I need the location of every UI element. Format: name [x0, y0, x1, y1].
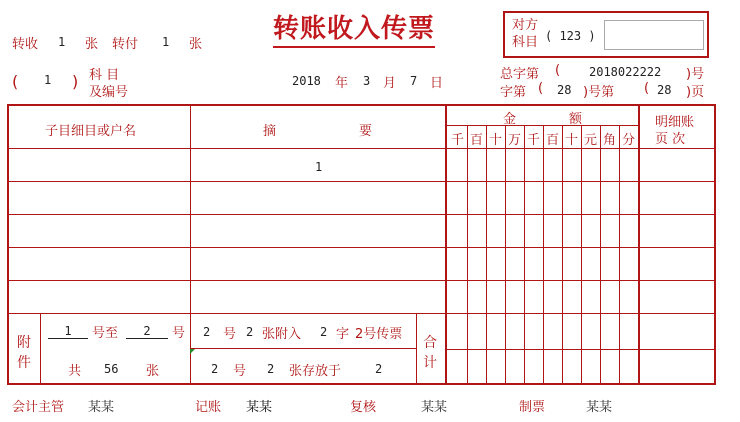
counter-subject-input[interactable] [604, 20, 704, 50]
row1-summary-cell[interactable]: 1 [315, 160, 323, 174]
date-year-label: 年 [335, 76, 349, 91]
digit-header: 百 [469, 133, 483, 148]
col-amount-header-1: 金 [503, 112, 517, 127]
line2-number-c: 2 [267, 362, 275, 376]
digit-header: 万 [507, 133, 521, 148]
page-close: )页 [686, 85, 705, 100]
line1-label-b: 号 [223, 327, 237, 342]
char-value: 28 [557, 83, 572, 97]
line1-number-e: 2 [320, 325, 328, 339]
attach-total-unit: 张 [146, 364, 160, 379]
date-month-label: 月 [383, 76, 397, 91]
line1-number-c: 2 [246, 325, 254, 339]
line2-label-d: 张存放于 [289, 364, 342, 379]
bookkeeper-label: 记账 [195, 400, 222, 415]
date-day: 7 [410, 74, 418, 88]
total-value: 2018022222 [589, 65, 662, 79]
col-summary-header-1: 摘 [263, 124, 277, 139]
attach-total-label: 共 [68, 364, 82, 379]
line1-label-d: 张附入 [262, 327, 302, 342]
digit-header: 百 [545, 133, 559, 148]
char-open: ( [538, 81, 544, 96]
transfer-in-label: 转收 [12, 37, 39, 52]
sheet-unit-2: 张 [189, 37, 203, 52]
line1-number-a: 2 [203, 325, 211, 339]
cell-marker-icon [190, 349, 195, 354]
subject-paren-close: ) [72, 72, 79, 91]
subject-label-2: 及编号 [89, 85, 129, 100]
digit-header: 千 [526, 133, 540, 148]
digit-header: 千 [450, 133, 464, 148]
sum-label-2: 计 [423, 355, 437, 371]
attach-from-label: 号至 [92, 326, 119, 341]
sum-label-1: 合 [423, 335, 437, 351]
maker-name: 某某 [586, 400, 613, 415]
transfer-in-count: 1 [58, 35, 66, 49]
bookkeeper-name: 某某 [246, 400, 273, 415]
line1-label-f: 字 [336, 327, 350, 342]
subject-paren-open: ( [12, 72, 19, 91]
date-day-label: 日 [430, 76, 444, 91]
review-label: 复核 [350, 400, 377, 415]
subject-label-1: 科 目 [89, 68, 120, 83]
attach-label-1: 附 [17, 335, 31, 351]
col-amount-header-2: 额 [569, 112, 583, 127]
attach-from-number: 1 [48, 324, 88, 339]
attach-to-number: 2 [126, 324, 168, 339]
total-label: 总字第 [500, 67, 540, 82]
transfer-pay-label: 转付 [112, 37, 139, 52]
attach-to-label: 号 [172, 326, 186, 341]
digit-header: 分 [621, 133, 635, 148]
attach-label-2: 件 [17, 355, 31, 371]
maker-label: 制票 [519, 400, 546, 415]
line1-label-g: 2号传票 [355, 327, 403, 342]
line2-label-b: 号 [233, 364, 247, 379]
chief-name: 某某 [88, 400, 115, 415]
page-open: ( [644, 81, 650, 96]
counter-label-2: 科目 [512, 35, 539, 50]
subject-number: 1 [44, 73, 52, 87]
col-account-header: 子目细目或户名 [45, 124, 137, 139]
col-ledger-header-1: 明细账 [655, 115, 695, 130]
char-close: )号第 [583, 85, 615, 100]
col-summary-header-2: 要 [359, 124, 373, 139]
transfer-pay-count: 1 [162, 35, 170, 49]
counter-label-1: 对方 [512, 18, 539, 33]
total-close: )号 [686, 67, 705, 82]
chief-label: 会计主管 [12, 400, 65, 415]
col-ledger-header-2: 页 次 [655, 132, 686, 147]
page-title: 转账收入传票 [273, 12, 435, 48]
line2-number-e: 2 [375, 362, 383, 376]
page-value: 28 [657, 83, 672, 97]
counter-value: ( 123 ) [545, 29, 596, 43]
sheet-unit: 张 [85, 37, 99, 52]
review-name: 某某 [421, 400, 448, 415]
line2-number-a: 2 [211, 362, 219, 376]
digit-header: 元 [583, 133, 597, 148]
attach-total-number: 56 [104, 362, 119, 376]
digit-header: 十 [564, 133, 578, 148]
date-month: 3 [363, 74, 371, 88]
date-year: 2018 [292, 74, 321, 88]
total-open: ( [555, 63, 561, 78]
digit-header: 角 [602, 133, 616, 148]
char-label: 字第 [500, 85, 527, 100]
digit-header: 十 [488, 133, 502, 148]
